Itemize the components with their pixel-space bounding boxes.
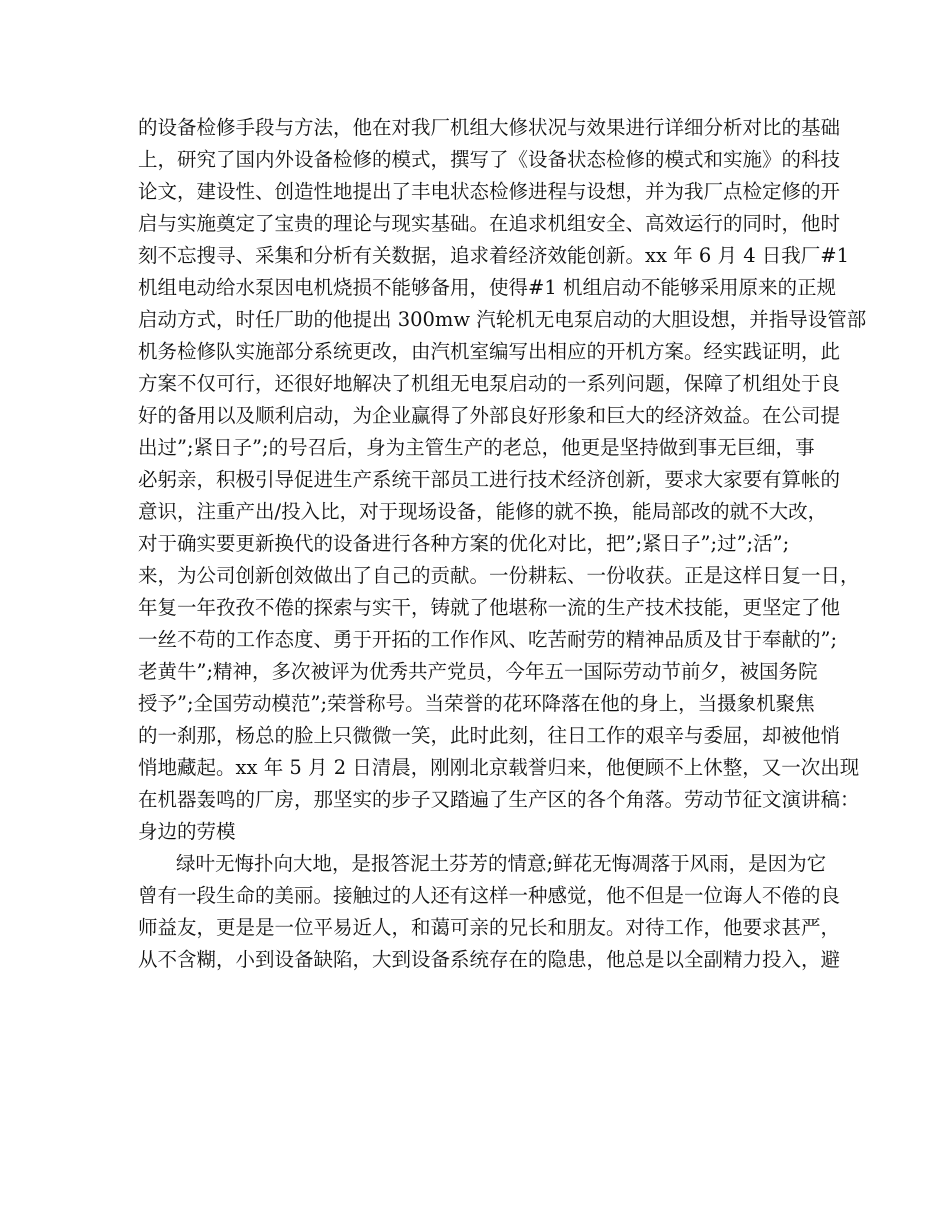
text-line: 好的备用以及顺利启动，为企业赢得了外部良好形象和巨大的经济效益。在公司提 <box>138 404 841 427</box>
text-line: 曾有一段生命的美丽。接触过的人还有这样一种感觉，他不但是一位诲人不倦的良 <box>138 884 841 907</box>
text-line: 从不含糊，小到设备缺陷，大到设备系统存在的隐患，他总是以全副精力投入，避 <box>138 948 841 971</box>
text-line: 意识，注重产出/投入比，对于现场设备，能修的就不换，能局部改的就不大改， <box>138 500 828 523</box>
text-line: 老黄牛”;精神，多次被评为优秀共产党员，今年五一国际劳动节前夕，被国务院 <box>138 660 818 683</box>
text-line: 出过”;紧日子”;的号召后，身为主管生产的老总，他更是坚持做到事无巨细，事 <box>138 436 815 459</box>
text-line: 年复一年孜孜不倦的探索与实干，铸就了他堪称一流的生产技术技能，更坚定了他 <box>138 596 841 619</box>
text-line: 的一刹那，杨总的脸上只微微一笑，此时此刻，往日工作的艰辛与委屈，却被他悄 <box>138 724 841 747</box>
text-line: 的设备检修手段与方法，他在对我厂机组大修状况与效果进行详细分析对比的基础 <box>138 116 841 139</box>
text-line: 一丝不苟的工作态度、勇于开拓的工作作风、吃苦耐劳的精神品质及甘于奉献的”; <box>138 628 838 651</box>
text-line: 绿叶无悔扑向大地，是报答泥土芬芳的情意;鲜花无悔凋落于风雨，是因为它 <box>176 852 827 875</box>
text-line: 来，为公司创新创效做出了自己的贡献。一份耕耘、一份收获。正是这样日复一日， <box>138 564 860 587</box>
text-line: 刻不忘搜寻、采集和分析有关数据，追求着经济效能创新。xx 年 6 月 4 日我厂#1 <box>138 244 850 267</box>
text-line: 必躬亲，积极引导促进生产系统干部员工进行技术经济创新，要求大家要有算帐的 <box>138 468 841 491</box>
text-line: 身边的劳模 <box>138 820 236 843</box>
text-line: 对于确实要更新换代的设备进行各种方案的优化对比，把”;紧日子”;过”;活”; <box>138 532 790 555</box>
text-line: 悄地藏起。xx 年 5 月 2 日清晨，刚刚北京载誉归来，他便顾不上休整，又一次出现 <box>138 756 860 779</box>
text-line: 授予”;全国劳动模范”;荣誉称号。当荣誉的花环降落在他的身上，当摄象机聚焦 <box>138 692 815 715</box>
text-line: 机务检修队实施部分系统更改，由汽机室编写出相应的开机方案。经实践证明，此 <box>138 340 841 363</box>
text-line: 在机器轰鸣的厂房，那坚实的步子又踏遍了生产区的各个角落。劳动节征文演讲稿： <box>138 788 860 811</box>
text-line: 论文，建设性、创造性地提出了丰电状态检修进程与设想，并为我厂点检定修的开 <box>138 180 841 203</box>
text-line: 启与实施奠定了宝贵的理论与现实基础。在追求机组安全、高效运行的同时，他时 <box>138 212 841 235</box>
text-line: 机组电动给水泵因电机烧损不能够备用，使得#1 机组启动不能够采用原来的正规 <box>138 276 836 299</box>
text-line: 上，研究了国内外设备检修的模式，撰写了《设备状态检修的模式和实施》的科技 <box>138 148 841 171</box>
text-line: 启动方式，时任厂助的他提出 300mw 汽轮机无电泵启动的大胆设想，并指导设管部 <box>138 308 867 331</box>
text-line: 师益友，更是是一位平易近人，和蔼可亲的兄长和朋友。对待工作，他要求甚严， <box>138 916 841 939</box>
text-line: 方案不仅可行，还很好地解决了机组无电泵启动的一系列问题，保障了机组处于良 <box>138 372 841 395</box>
